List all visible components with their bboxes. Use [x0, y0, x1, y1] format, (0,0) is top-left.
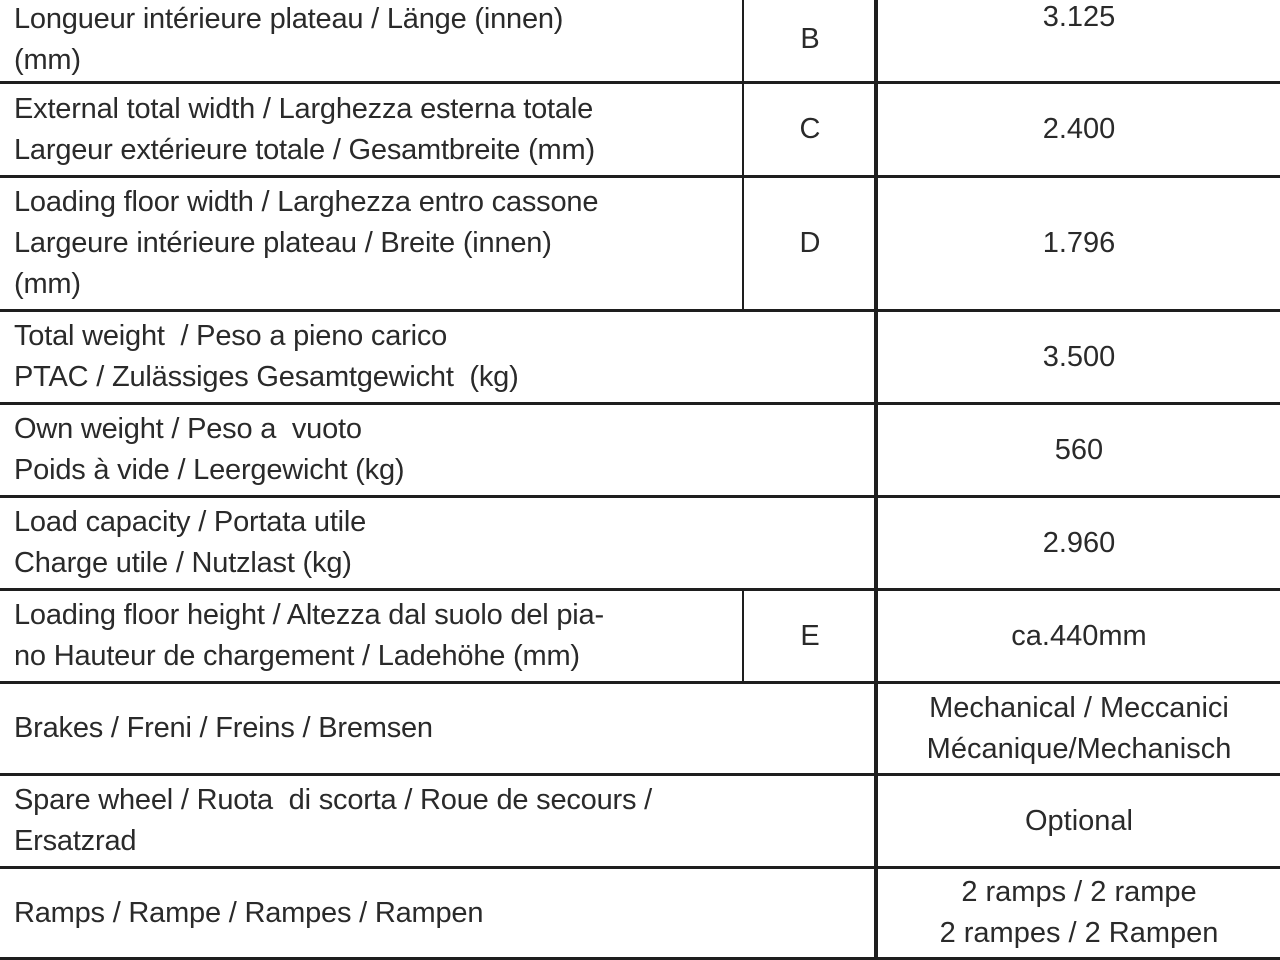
value-line: 1.796: [1042, 227, 1116, 259]
value-line: 2 rampes / 2 Rampen: [939, 917, 1219, 949]
desc-line: Poids à vide / Leergewicht (kg): [14, 454, 405, 486]
row-description: [0, 684, 433, 773]
row-value: [874, 84, 1280, 175]
value-line: ca.440mm: [1011, 619, 1147, 652]
dimension-letter: E: [742, 591, 876, 681]
spec-row-brakes: [0, 684, 1280, 776]
desc-line: Brakes / Freni / Freins / Bremsen: [14, 712, 433, 744]
desc-line: Ersatzrad: [14, 825, 137, 857]
spec-row-spare-wheel: [0, 776, 1280, 869]
row-value: [874, 312, 1280, 402]
row-value: [874, 869, 1280, 957]
spec-row-load-capacity: [0, 498, 1280, 591]
row-value: [874, 591, 1280, 681]
row-value: [874, 684, 1280, 773]
spec-row-own-weight: [0, 405, 1280, 498]
row-value: [874, 776, 1280, 866]
value-line: Optional: [1024, 804, 1133, 837]
desc-line: no Hauteur de chargement / Ladehöhe (mm): [14, 640, 580, 672]
desc-line: Loading floor width / Larghezza entro cassone: [14, 186, 599, 218]
desc-line: Load capacity / Portata utile: [14, 506, 367, 538]
desc-line: Own weight / Peso a vuoto: [14, 413, 362, 445]
row-description: [0, 178, 598, 309]
row-description: [0, 405, 404, 495]
value-line: 2 ramps / 2 rampe: [961, 876, 1197, 908]
row-description: [0, 869, 483, 957]
desc-line: Loading floor height / Altezza dal suolo del pia-: [14, 599, 604, 631]
row-description: [0, 0, 563, 81]
value-line: Mécanique/Mechanisch: [926, 732, 1232, 765]
spec-row-external-width: [0, 84, 1280, 178]
value-line: 3.500: [1042, 340, 1116, 373]
spec-row-floor-width: [0, 178, 1280, 312]
value-line: 560: [1054, 433, 1104, 466]
value-line: 2.400: [1042, 113, 1116, 145]
row-value: [874, 405, 1280, 495]
dimension-letter: B: [742, 0, 876, 81]
spec-row-ramps: [0, 869, 1280, 960]
dimension-letter: C: [742, 84, 876, 175]
desc-line: Largeure intérieure plateau / Breite (innen): [14, 227, 552, 259]
row-value: [874, 498, 1280, 588]
value-line: Mechanical / Meccanici: [929, 691, 1229, 724]
desc-line: Total weight / Peso a pieno carico: [14, 320, 448, 352]
desc-line: (mm): [14, 43, 81, 76]
value-line: 2.960: [1042, 526, 1116, 559]
spec-row-floor-height: [0, 591, 1280, 684]
row-description: [0, 312, 519, 402]
row-value: [874, 0, 1280, 81]
desc-line: PTAC / Zulässiges Gesamtgewicht (kg): [14, 361, 519, 393]
desc-line: Longueur intérieure plateau / Länge (innen): [14, 2, 564, 35]
row-description: [0, 498, 366, 588]
row-value: [874, 178, 1280, 309]
desc-line: External total width / Larghezza esterna totale: [14, 92, 593, 125]
value-line: 3.125: [1042, 1, 1116, 33]
desc-line: Spare wheel / Ruota di scorta / Roue de secours /: [14, 784, 653, 816]
row-description: [0, 776, 652, 866]
desc-line: (mm): [14, 268, 81, 300]
spec-row-total-weight: [0, 312, 1280, 405]
desc-line: Ramps / Rampe / Rampes / Rampen: [14, 896, 484, 929]
desc-line: Charge utile / Nutzlast (kg): [14, 547, 352, 579]
row-description: [0, 591, 604, 681]
row-description: [0, 84, 595, 175]
dimension-letter: D: [742, 178, 876, 309]
desc-line: Largeur extérieure totale / Gesamtbreite (mm): [14, 133, 595, 166]
spec-row-inner-length: [0, 0, 1280, 84]
